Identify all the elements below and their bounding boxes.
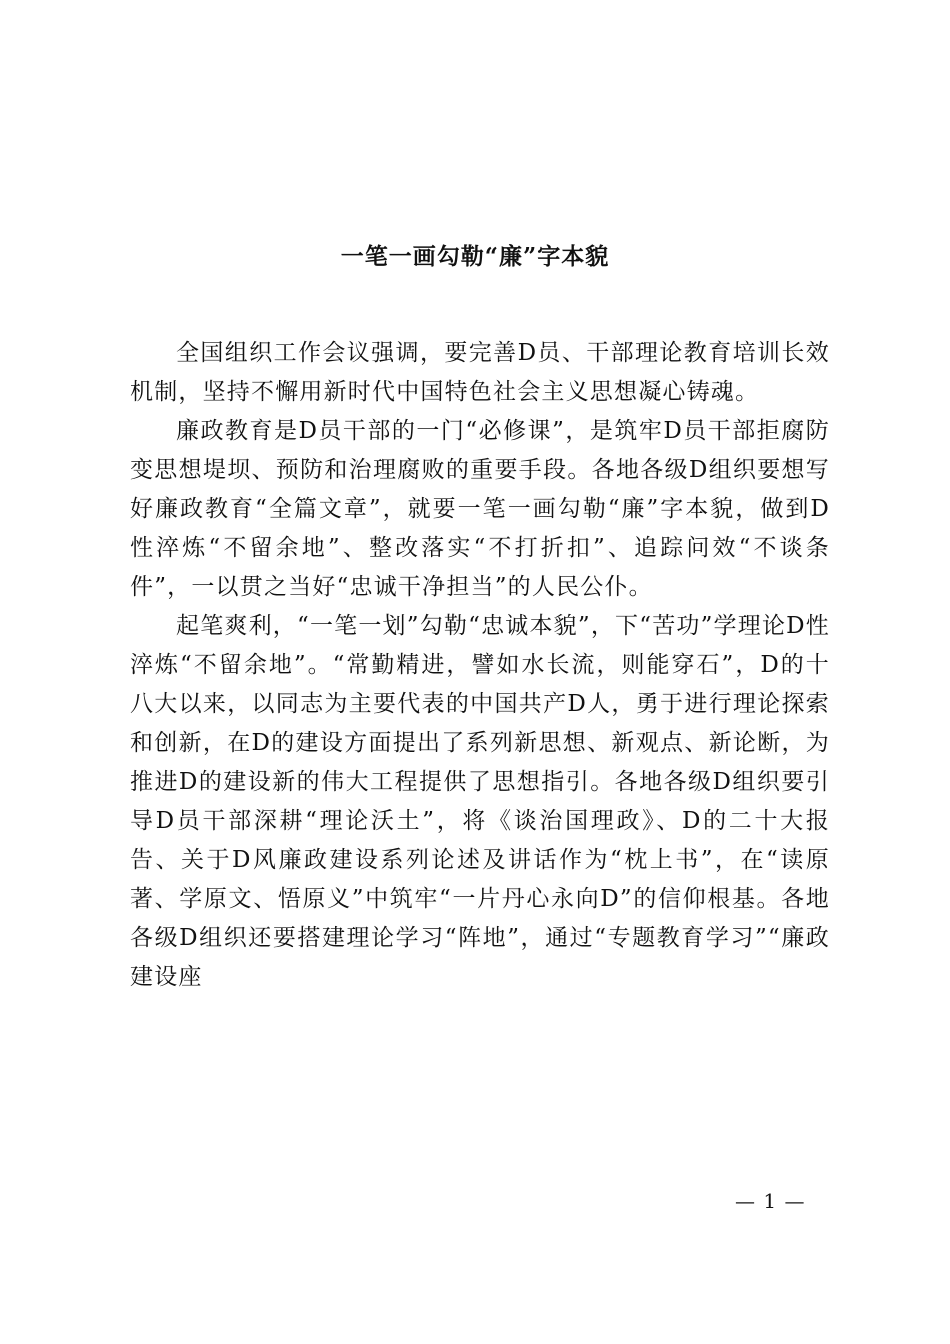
document-body xyxy=(130,334,830,997)
paragraph-2: 廉政教育是D员干部的一门“必修课”，是筑牢D员干部拒腐防变思想堤坝、预防和治理腐败的重要手段。各地各级D组织要想写好廉政教育“全篇文章”，就要一笔一画勾勒“廉”字本貌，做到D性淬炼“不留余地”、整改落实“不打折扣”、追踪问效“不谈条件”，一以贯之当好“忠诚干净担当”的人民公仆。 xyxy=(130,418,830,600)
page-number: — 1 — xyxy=(735,1189,806,1213)
document-title: 一笔一画勾勒“廉”字本貌 xyxy=(340,243,610,270)
paragraph-1: 全国组织工作会议强调，要完善D员、干部理论教育培训长效机制，坚持不懈用新时代中国特色社会主义思想凝心铸魂。 xyxy=(130,340,830,405)
paragraph-3: 起笔爽利，“一笔一划”勾勒“忠诚本貌”，下“苦功”学理论D性淬炼“不留余地”。“常勤精进，譬如水长流，则能穿石”，D的十八大以来，以同志为主要代表的中国共产D人，勇于进行理论探索和创新，在D的建设方面提出了系列新思想、新观点、新论断，为推进D的建设新的伟大工程提供了思想指引。各地各级D组织要引导D员干部深耕“理论沃土”，将《谈治国理政》、D的二十大报告、关于D风廉政建设系列论述及讲话作为“枕上书”，在“读原著、学原文、悟原义”中筑牢“一片丹心永向D”的信仰根基。各地各级D组织还要搭建理论学习“阵地”，通过“专题教育学习”“廉政建设座 xyxy=(130,613,830,990)
